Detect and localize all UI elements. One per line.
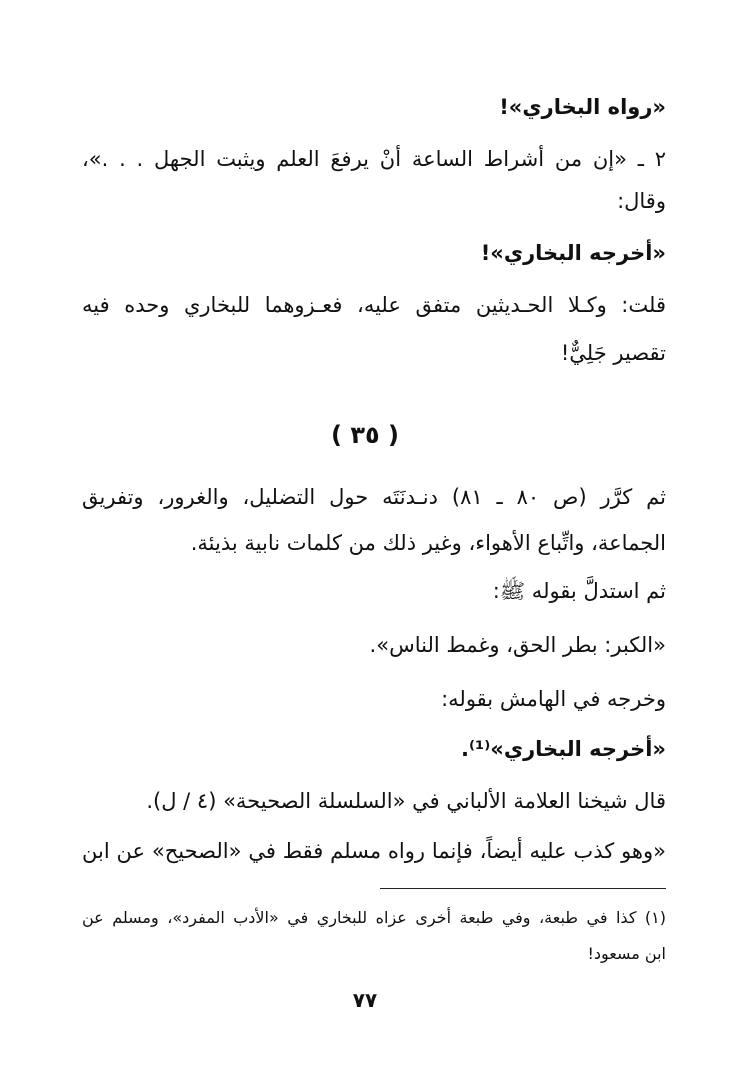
text-line-5: قلت: وكـلا الحـديثين متفق عليه، فعـزوهما للبخاري وحده فيه [82,293,666,317]
text-line-3: وقال: [617,189,666,213]
text-line-8: ثم كرَّر (ص ٨٠ ـ ٨١) دنـدنَتَه حول التضليل، والغرور، وتفريق [82,485,666,509]
footnote-line-1: (١) كذا في طبعة، وفي طبعة أخرى عزاه للبخاري في «الأدب المفرد»، ومسلم عن [82,908,666,927]
text-line-2: ٢ ـ «إن من أشراط الساعة أنْ يرفعَ العلم ويثبت الجهل . . .»، [82,147,666,171]
text-line-6: تقصير جَلِيٌّ! [560,341,666,365]
page-number: ٧٧ [352,988,378,1012]
text-line-15: «وهو كذب عليه أيضاً، فإنما رواه مسلم فقط في «الصحيح» عن ابن [82,839,666,863]
text-line-4: «أخرجه البخاري»! [480,241,666,265]
text-line-12: وخرجه في الهامش بقوله: [441,687,666,711]
text-line-14: قال شيخنا العلامة الألباني في «السلسلة الصحيحة» (٤ / ل). [146,789,666,813]
text-line-11: «الكبر: بطر الحق، وغمط الناس». [369,633,666,657]
text-line-1: «رواه البخاري»! [499,95,666,119]
footnote-line-2: ابن مسعود! [587,944,666,963]
text-line-10: ثم استدلَّ بقوله ﷺ: [492,579,666,603]
footnote-separator [380,888,666,889]
section-number: ( ٣٥ ) [331,421,399,449]
text-line-13: «أخرجه البخاري»⁽¹⁾. [460,737,666,761]
text-line-9: الجماعة، واتِّباع الأهواء، وغير ذلك من كلمات نابية بذيئة. [190,531,666,555]
